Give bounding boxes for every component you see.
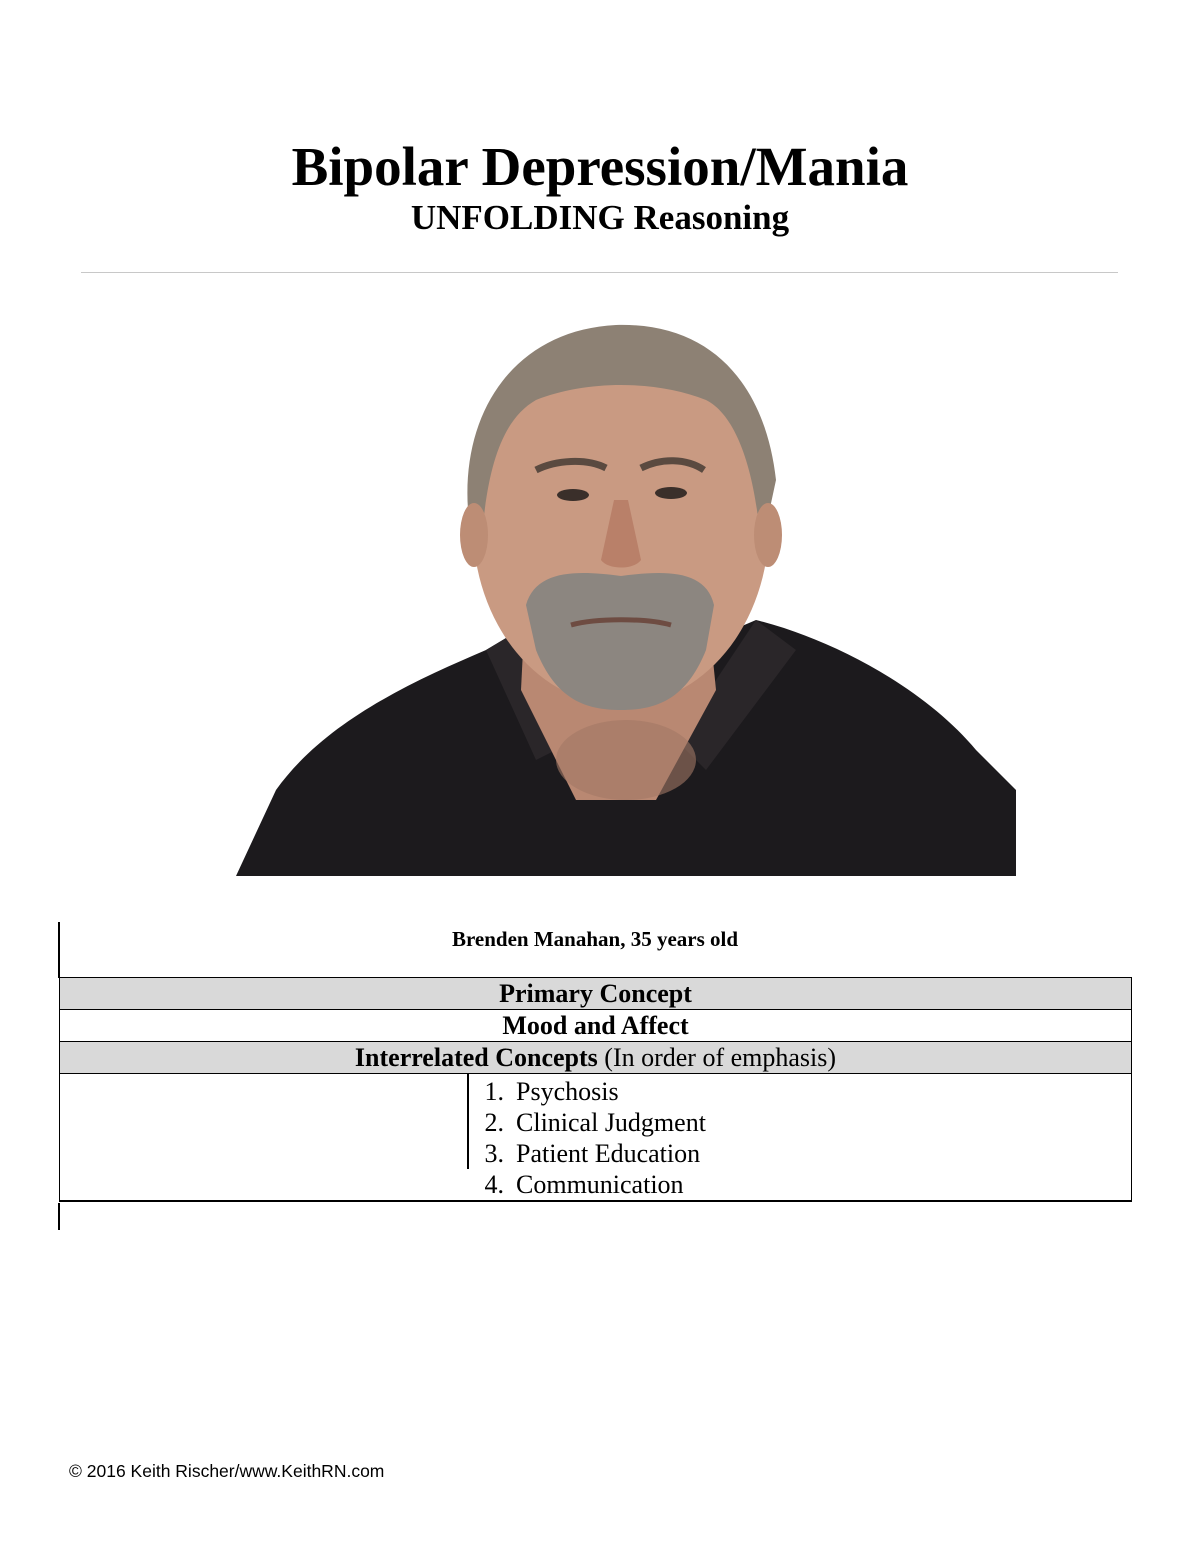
document-title: Bipolar Depression/Mania	[291, 136, 909, 197]
list-item: 2. Clinical Judgment	[484, 1108, 706, 1137]
table-row	[60, 1042, 1132, 1074]
concept-table	[59, 977, 1132, 1202]
table-row	[60, 978, 1132, 1010]
table-row	[60, 1010, 1132, 1042]
list-item: 1. Psychosis	[484, 1077, 619, 1106]
bottom-border-tick	[58, 1203, 60, 1230]
patient-photo	[236, 320, 1016, 876]
document-subtitle: UNFOLDING Reasoning	[410, 198, 790, 237]
patient-name-age: Brenden Manahan, 35 years old	[451, 927, 739, 951]
primary-concept-value: Mood and Affect	[60, 1010, 1132, 1042]
list-item: 3. Patient Education	[484, 1139, 701, 1168]
primary-concept-header: Primary Concept	[60, 978, 1132, 1010]
interrelated-concepts-list	[60, 1074, 1132, 1202]
table-row	[60, 1074, 1132, 1202]
patient-header	[58, 922, 1132, 976]
list-item: 4. Communication	[484, 1170, 684, 1199]
interrelated-concepts-header: Interrelated Concepts (In order of emphasis)	[60, 1042, 1132, 1074]
horizontal-divider	[81, 272, 1118, 273]
copyright-footer: © 2016 Keith Rischer/www.KeithRN.com	[69, 1461, 385, 1481]
